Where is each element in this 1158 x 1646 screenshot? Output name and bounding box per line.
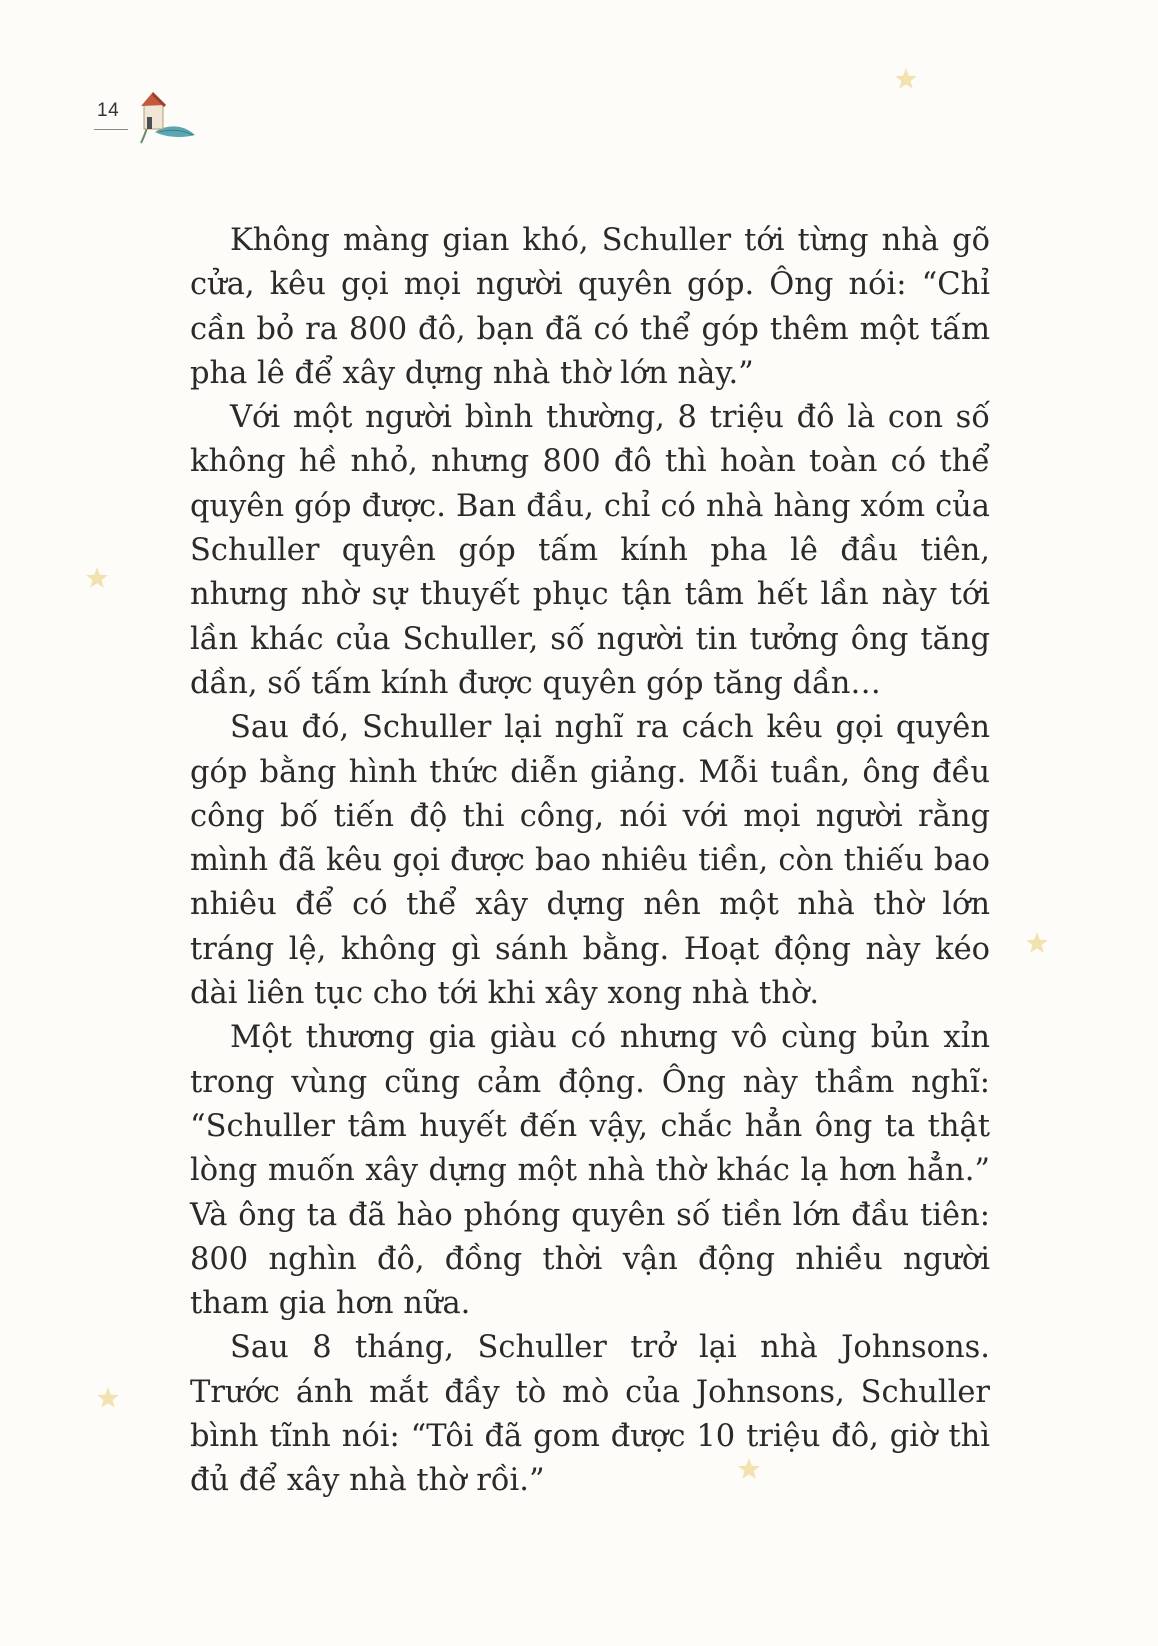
page-number: 14	[97, 100, 120, 121]
body-text	[190, 219, 990, 1504]
paragraph: Với một người bình thường, 8 triệu đô là con số không hề nhỏ, nhưng 800 đô thì hoàn toàn có thể quyên góp được. Ban đầu, chỉ có nhà hàng xóm của Schuller quyên góp tấm kính pha lê đầu tiên, nhưng nhờ sự thuyết phục tận tâm hết lần này tới lần khác của Schuller, số người tin tưởng ông tăng dần, số tấm kính được quyên góp tăng dần…	[190, 400, 990, 701]
star-icon	[95, 1385, 121, 1411]
house-icon	[137, 88, 207, 148]
star-icon	[84, 565, 110, 591]
star-icon	[1024, 930, 1050, 956]
page-number-rule	[94, 129, 128, 130]
paragraph: Sau 8 tháng, Schuller trở lại nhà Johnsons. Trước ánh mắt đầy tò mò của Johnsons, Schuller bình tĩnh nói: “Tôi đã gom được 10 triệu đô, giờ thì đủ để xây nhà thờ rồi.”	[190, 1330, 990, 1499]
paragraph: Không màng gian khó, Schuller tới từng nhà gõ cửa, kêu gọi mọi người quyên góp. Ông nói: “Chỉ cần bỏ ra 800 đô, bạn đã có thể góp thêm một tấm pha lê để xây dựng nhà thờ lớn này.”	[190, 223, 990, 391]
paragraph: Một thương gia giàu có nhưng vô cùng bủn xỉn trong vùng cũng cảm động. Ông này thầm nghĩ: “Schuller tâm huyết đến vậy, chắc hẳn ông ta thật lòng muốn xây dựng một nhà thờ khác lạ hơn hẳn.” Và ông ta đã hào phóng quyên số tiền lớn đầu tiên: 800 nghìn đô, đồng thời vận động nhiều người tham gia hơn nữa.	[190, 1020, 990, 1322]
star-icon	[893, 66, 919, 92]
paragraph: Sau đó, Schuller lại nghĩ ra cách kêu gọi quyên góp bằng hình thức diễn giảng. Mỗi tuần, ông đều công bố tiến độ thi công, nói với mọi người rằng mình đã kêu gọi được bao nhiêu tiền, còn thiếu bao nhiêu để có thể xây dựng nên một nhà thờ lớn tráng lệ, không gì sánh bằng. Hoạt động này kéo dài liên tục cho tới khi xây xong nhà thờ.	[190, 710, 990, 1012]
